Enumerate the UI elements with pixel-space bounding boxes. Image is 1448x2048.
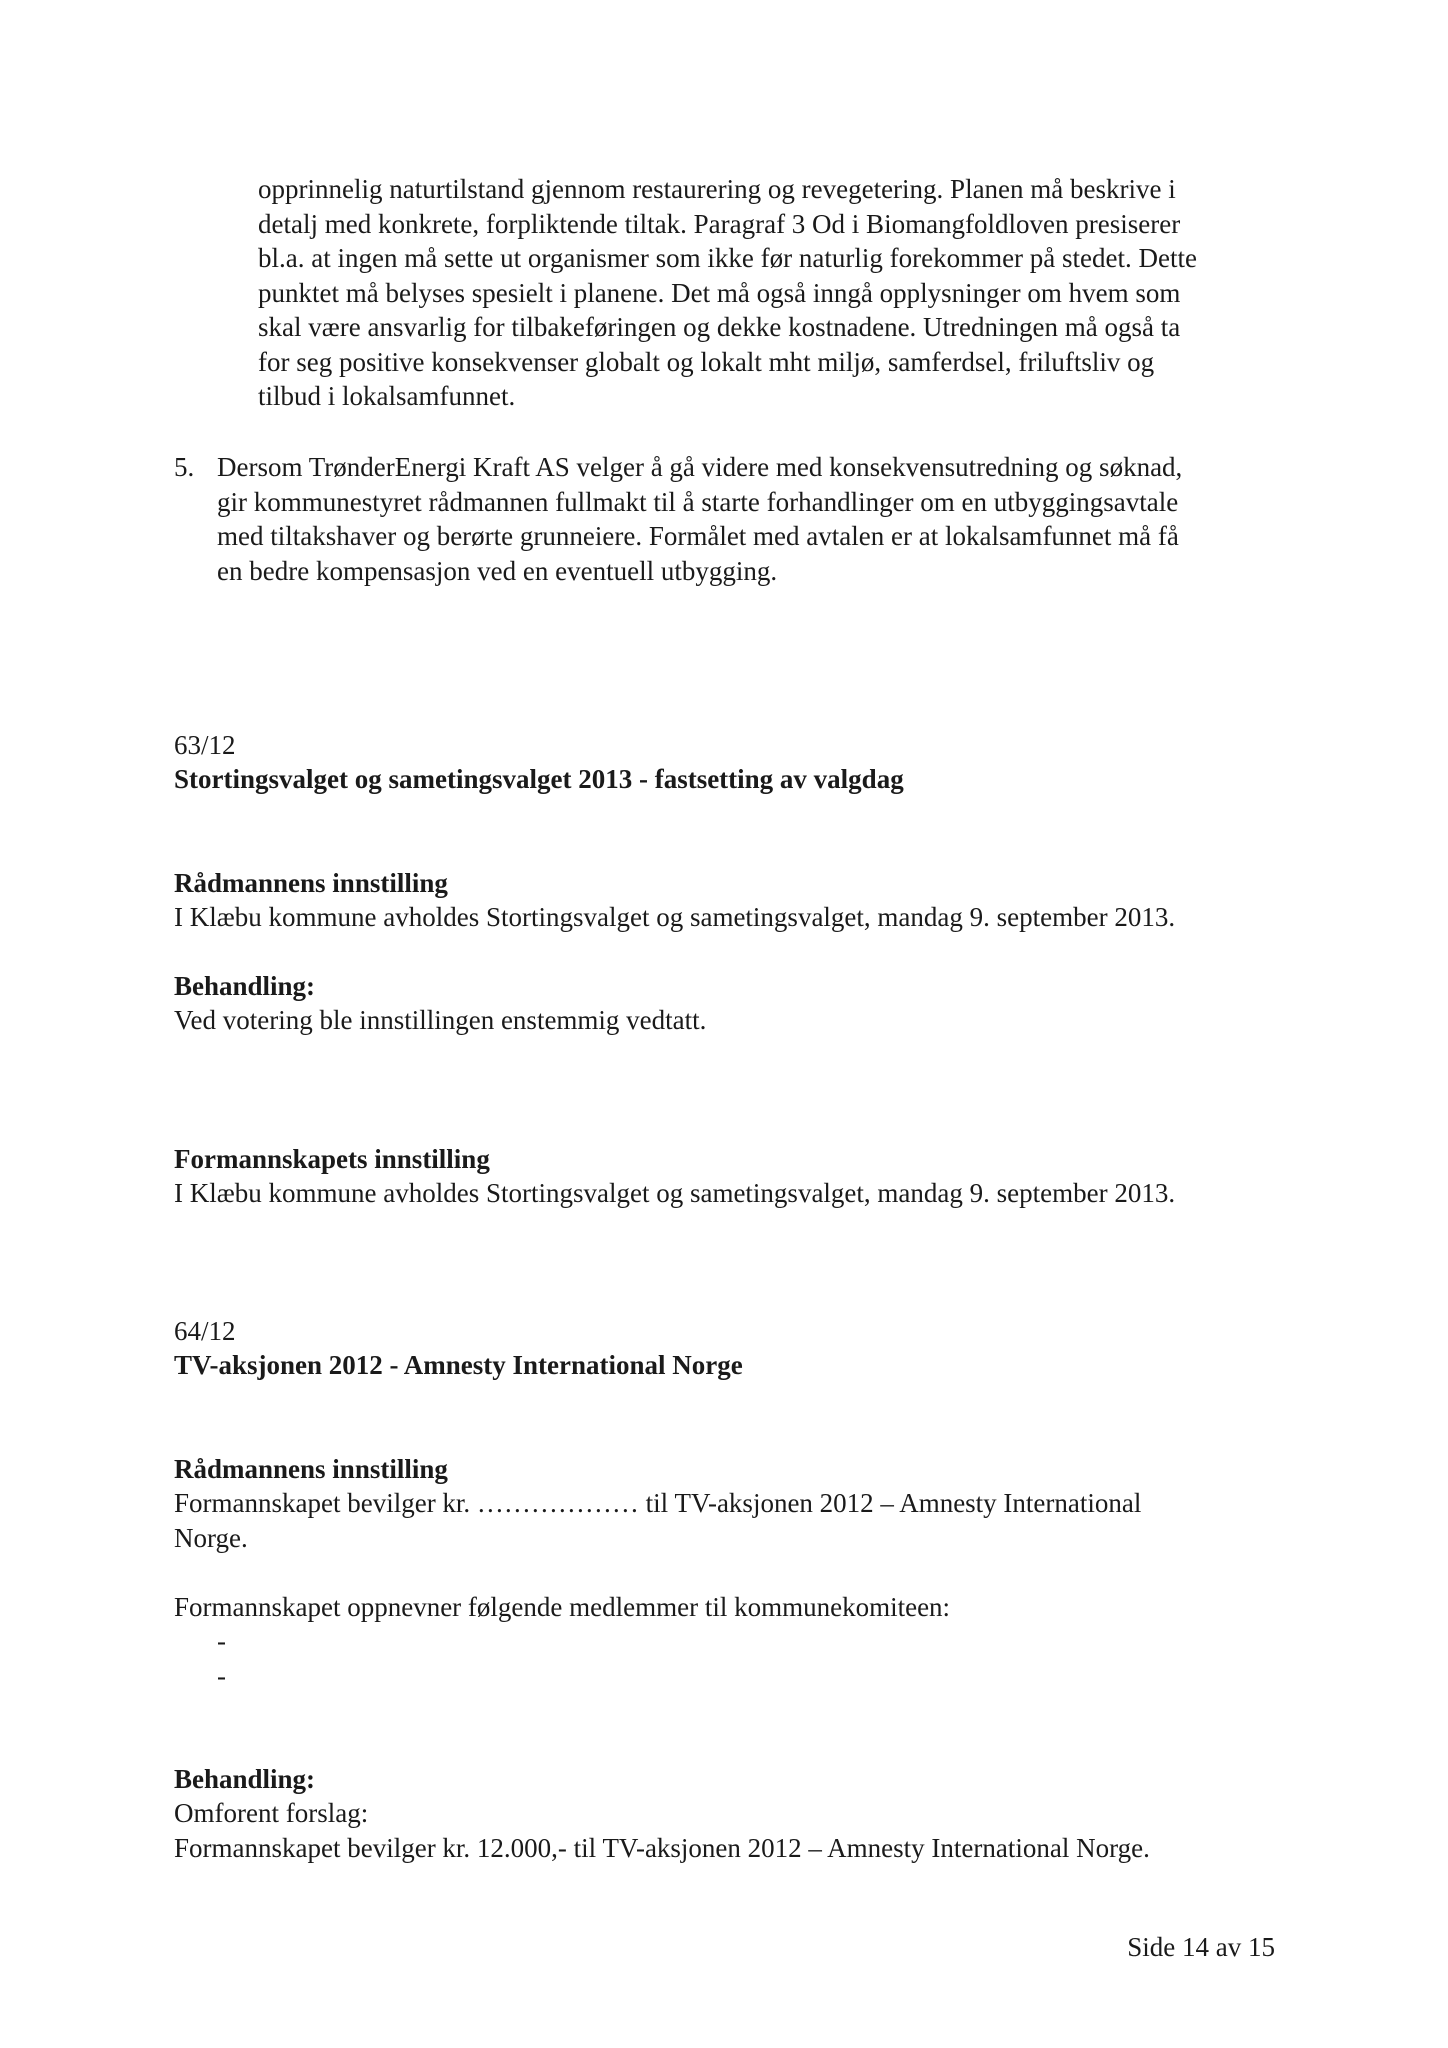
radmannens-text [174, 1486, 1374, 1555]
formannskap-text: I Klæbu kommune avholdes Stortingsvalget og sametingsvalget, mandag 9. september 2013. [174, 1178, 1176, 1208]
radmannens-heading: Rådmannens innstilling [174, 1454, 448, 1484]
paragraph-line: Dersom TrønderEnergi Kraft AS velger å gå videre med konsekvensutredning og søknad, [217, 452, 1183, 482]
radmannens-heading: Rådmannens innstilling [174, 868, 448, 898]
behandling-heading: Behandling: [174, 1764, 316, 1794]
paragraph-line: bl.a. at ingen må sette ut organismer som ikke før naturlig forekommer på stedet. Dette [258, 243, 1197, 273]
behandling-text [174, 1796, 1374, 1865]
case-title: Stortingsvalget og sametingsvalget 2013 - fastsetting av valgdag [174, 764, 904, 794]
paragraph-line: Norge. [174, 1522, 248, 1553]
behandling-heading: Behandling: [174, 971, 316, 1001]
paragraph-line: en bedre kompensasjon ved en eventuell utbygging. [217, 555, 778, 586]
paragraph-line: punktet må belyses spesielt i planene. Det må også inngå opplysninger om hvem som [258, 277, 1181, 308]
case-number: 63/12 [174, 730, 236, 760]
item5-text [217, 450, 1377, 588]
paragraph-line: skal være ansvarlig for tilbakeføringen og dekke kostnadene. Utredningen må også ta [258, 312, 1181, 342]
formannskap-heading: Formannskapets innstilling [174, 1144, 490, 1174]
paragraph-line: med tiltakshaver og berørte grunneiere. Formålet med avtalen er at lokalsamfunnet må få [217, 521, 1179, 551]
paragraph-line: for seg positive konsekvenser globalt og lokalt mht miljø, samferdsel, friluftsliv og [258, 346, 1155, 377]
radmannens-text: I Klæbu kommune avholdes Stortingsvalget og sametingsvalget, mandag 9. september 2013. [174, 902, 1176, 932]
paragraph-line: Formannskapet bevilger kr. ……………… til TV-aksjonen 2012 – Amnesty International [174, 1488, 1142, 1518]
case-number: 64/12 [174, 1316, 236, 1346]
paragraph-line: opprinnelig naturtilstand gjennom restaurering og revegetering. Planen må beskrive i [258, 174, 1176, 204]
behandling-text: Ved votering ble innstillingen enstemmig vedtatt. [174, 1005, 707, 1035]
members-text: Formannskapet oppnevner følgende medlemmer til kommunekomiteen: [174, 1592, 951, 1622]
list-item: - [217, 1660, 226, 1691]
paragraph-line: gir kommunestyret rådmannen fullmakt til å starte forhandlinger om en utbyggingsavtale [217, 486, 1179, 517]
page-number: Side 14 av 15 [1127, 1932, 1275, 1962]
paragraph-line: tilbud i lokalsamfunnet. [258, 381, 516, 411]
paragraph-line: detalj med konkrete, forpliktende tiltak. Paragraf 3 Od i Biomangfoldloven presiserer [258, 208, 1181, 239]
case-title: TV-aksjonen 2012 - Amnesty International Norge [174, 1350, 743, 1380]
paragraph-line: Formannskapet bevilger kr. 12.000,- til TV-aksjonen 2012 – Amnesty International Norge. [174, 1832, 1150, 1863]
paragraph-line: Omforent forslag: [174, 1798, 369, 1828]
item4-continuation [258, 172, 1378, 414]
list-number-5: 5. [174, 452, 195, 482]
member-list [217, 1624, 226, 1693]
list-item: - [217, 1626, 226, 1656]
